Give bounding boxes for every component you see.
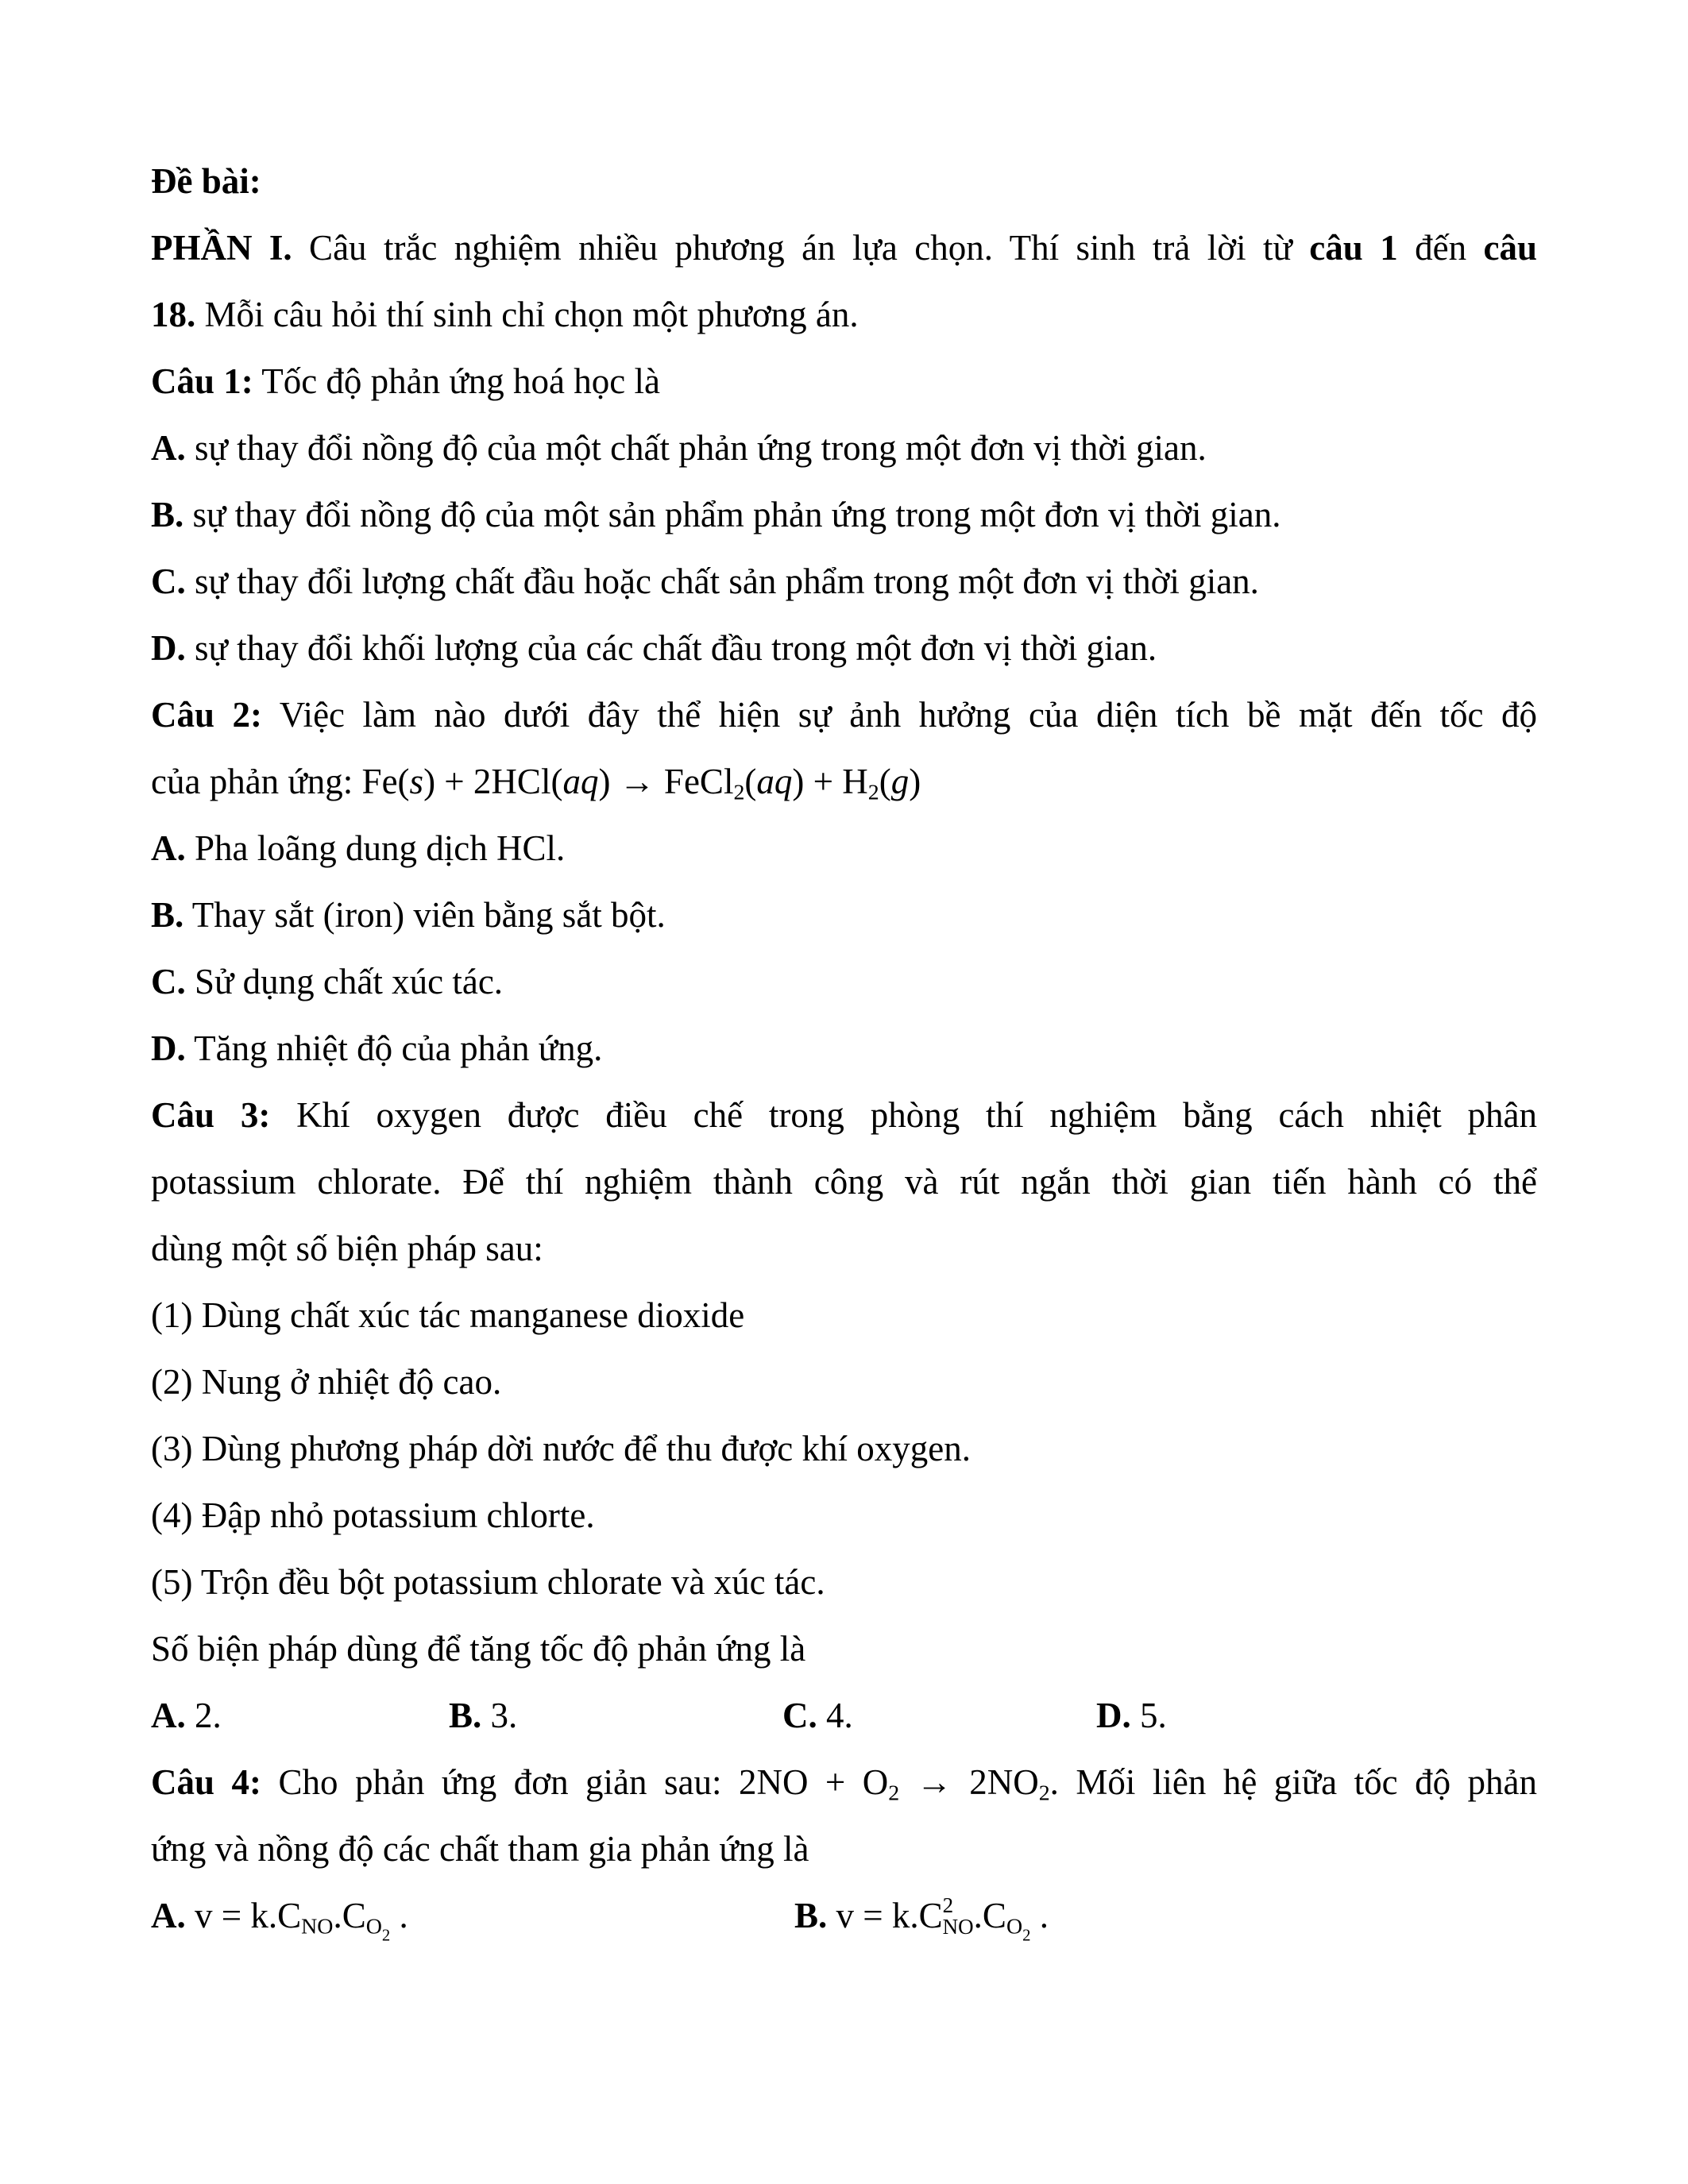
text-segment: .C xyxy=(333,1896,366,1935)
text-segment: Pha loãng dung dịch HCl. xyxy=(185,828,566,868)
text-segment: aq xyxy=(756,762,793,801)
subscript: NO xyxy=(942,1915,974,1939)
text-segment: của phản ứng: Fe( xyxy=(151,762,410,801)
text-segment: 2. xyxy=(185,1696,222,1735)
cau-3-item-1 xyxy=(151,1282,1537,1349)
bold-text: Câu 2: xyxy=(151,695,263,735)
text-segment: 3. xyxy=(481,1696,518,1735)
cau-2-option-b xyxy=(151,882,1537,948)
formula-subscript: O xyxy=(1006,1914,1023,1939)
cau-3-question-line-2 xyxy=(151,1148,1537,1215)
text-segment: ) → FeCl xyxy=(598,762,734,801)
bold-text: Câu 4: xyxy=(151,1762,261,1802)
tab-group xyxy=(782,1682,853,1749)
text-segment: ) xyxy=(909,762,921,801)
cau-2-option-c xyxy=(151,948,1537,1015)
bold-text: C. xyxy=(151,962,186,1001)
cau-3-options-row xyxy=(151,1682,1537,1749)
tab-group xyxy=(151,1882,408,1949)
cau-2-option-d xyxy=(151,1015,1537,1082)
cau-4-question-line-2 xyxy=(151,1815,1537,1882)
cau-3-question-line-3 xyxy=(151,1215,1537,1282)
text-segment: Khí oxygen được điều chế trong phòng thí nghiệm bằng cách nhiệt phân xyxy=(270,1095,1537,1135)
text-segment: potassium chlorate. Để thí nghiệm thành công và rút ngắn thời gian tiến hành có thể xyxy=(151,1162,1537,1202)
bold-text: A. xyxy=(151,1896,186,1935)
bold-text: Đề bài: xyxy=(151,161,261,201)
bold-text: A. xyxy=(151,828,186,868)
tab-group xyxy=(1096,1682,1167,1749)
formula-subscript: O xyxy=(365,1914,382,1939)
phan-i-intro-line-1 xyxy=(151,214,1537,281)
cau-1-option-c xyxy=(151,548,1537,615)
text-segment: . xyxy=(1030,1896,1049,1935)
bold-text: 18. xyxy=(151,295,196,334)
cau-2-option-a xyxy=(151,815,1537,882)
text-segment: Tăng nhiệt độ của phản ứng. xyxy=(185,1028,603,1068)
text-segment: g xyxy=(890,762,910,801)
bold-text: Câu 3: xyxy=(151,1095,271,1135)
bold-text: B. xyxy=(449,1696,482,1735)
cau-3-question-final xyxy=(151,1615,1537,1682)
text-segment: ứng và nồng độ các chất tham gia phản ứng là xyxy=(151,1829,809,1869)
text-segment: 4. xyxy=(817,1696,853,1735)
text-segment: sự thay đổi nồng độ của một chất phản ứng trong một đơn vị thời gian. xyxy=(185,428,1207,468)
text-segment: Thay sắt (iron) viên bằng sắt bột. xyxy=(183,895,666,935)
heading-de-bai xyxy=(151,148,1537,214)
formula-sub2script: 2 xyxy=(1022,1927,1031,1945)
tab-group xyxy=(449,1682,517,1749)
tab-group xyxy=(794,1882,1049,1949)
bold-text: A. xyxy=(151,1696,186,1735)
cau-1-question xyxy=(151,348,1537,415)
bold-text: B. xyxy=(151,495,184,534)
text-segment: sự thay đổi lượng chất đầu hoặc chất sản phẩm trong một đơn vị thời gian. xyxy=(185,561,1259,601)
cau-3-item-2 xyxy=(151,1349,1537,1415)
text-segment: (1) Dùng chất xúc tác manganese dioxide xyxy=(151,1295,745,1335)
text-segment: s xyxy=(409,762,424,801)
text-segment: . Mối liên hệ giữa tốc độ phản xyxy=(1049,1762,1538,1802)
text-segment: Sử dụng chất xúc tác. xyxy=(185,962,504,1001)
bold-text: Câu 1: xyxy=(151,361,253,401)
text-segment: ) + 2HCl( xyxy=(423,762,563,801)
cau-3-item-4 xyxy=(151,1482,1537,1549)
cau-1-option-b xyxy=(151,481,1537,548)
text-segment: ) + H xyxy=(792,762,868,801)
bold-text: PHẦN I. xyxy=(151,228,292,268)
cau-3-question-line-1 xyxy=(151,1082,1537,1148)
text-segment: dùng một số biện pháp sau: xyxy=(151,1229,543,1268)
text-segment: (5) Trộn đều bột potassium chlorate và xúc tác. xyxy=(151,1562,825,1602)
text-segment: ( xyxy=(879,762,891,801)
formula-sub2script: 2 xyxy=(381,1927,391,1945)
cau-1-option-a xyxy=(151,415,1537,481)
text-segment: Cho phản ứng đơn giản sau: 2NO + O xyxy=(261,1762,889,1802)
text-segment: Mỗi câu hỏi thí sinh chỉ chọn một phương án. xyxy=(195,295,859,334)
tab-group xyxy=(151,1682,222,1749)
text-segment: . xyxy=(390,1896,408,1935)
cau-4-options-row xyxy=(151,1882,1537,1949)
formula-sup-sub-stack xyxy=(943,1895,974,1938)
text-segment: v = k.C xyxy=(185,1896,302,1935)
text-segment: .C xyxy=(973,1896,1006,1935)
formula-subscript: NO xyxy=(301,1914,334,1939)
bold-text: C. xyxy=(782,1696,817,1735)
cau-3-item-3 xyxy=(151,1415,1537,1482)
text-segment: aq xyxy=(562,762,599,801)
text-segment: → 2NO xyxy=(899,1762,1039,1802)
bold-text: A. xyxy=(151,428,186,468)
bold-text: B. xyxy=(151,895,184,935)
formula-subscript: 2 xyxy=(888,1781,900,1806)
text-segment: v = k.C xyxy=(827,1896,943,1935)
text-segment: 5. xyxy=(1130,1696,1167,1735)
bold-text: D. xyxy=(151,628,186,668)
bold-text: B. xyxy=(794,1896,828,1935)
text-segment: Số biện pháp dùng để tăng tốc độ phản ứng là xyxy=(151,1629,806,1669)
bold-text: C. xyxy=(151,561,186,601)
text-segment: (3) Dùng phương pháp dời nước để thu được khí oxygen. xyxy=(151,1429,971,1468)
phan-i-intro-line-2 xyxy=(151,281,1537,348)
cau-2-question-line-1 xyxy=(151,681,1537,748)
text-segment: sự thay đổi khối lượng của các chất đầu trong một đơn vị thời gian. xyxy=(185,628,1157,668)
cau-4-question-line-1 xyxy=(151,1749,1537,1815)
formula-subscript: 2 xyxy=(733,780,745,805)
text-segment: (4) Đập nhỏ potassium chlorte. xyxy=(151,1495,595,1535)
text-segment: đến xyxy=(1397,228,1484,268)
text-segment: Việc làm nào dưới đây thể hiện sự ảnh hưởng của diện tích bề mặt đến tốc độ xyxy=(262,695,1537,735)
bold-text: câu 1 xyxy=(1309,228,1398,268)
cau-2-question-line-2 xyxy=(151,748,1537,815)
bold-text: câu xyxy=(1483,228,1537,268)
formula-subscript: 2 xyxy=(1038,1781,1050,1806)
text-segment: Tốc độ phản ứng hoá học là xyxy=(253,361,660,401)
bold-text: D. xyxy=(1096,1696,1131,1735)
text-segment: ( xyxy=(744,762,757,801)
cau-3-item-5 xyxy=(151,1549,1537,1615)
superscript: 2 xyxy=(942,1893,954,1918)
formula-subscript: 2 xyxy=(867,780,879,805)
bold-text: D. xyxy=(151,1028,186,1068)
cau-1-option-d xyxy=(151,615,1537,681)
text-segment: Câu trắc nghiệm nhiều phương án lựa chọn. Thí sinh trả lời từ xyxy=(292,228,1310,268)
text-segment: (2) Nung ở nhiệt độ cao. xyxy=(151,1362,502,1402)
text-segment: sự thay đổi nồng độ của một sản phẩm phản ứng trong một đơn vị thời gian. xyxy=(183,495,1281,534)
